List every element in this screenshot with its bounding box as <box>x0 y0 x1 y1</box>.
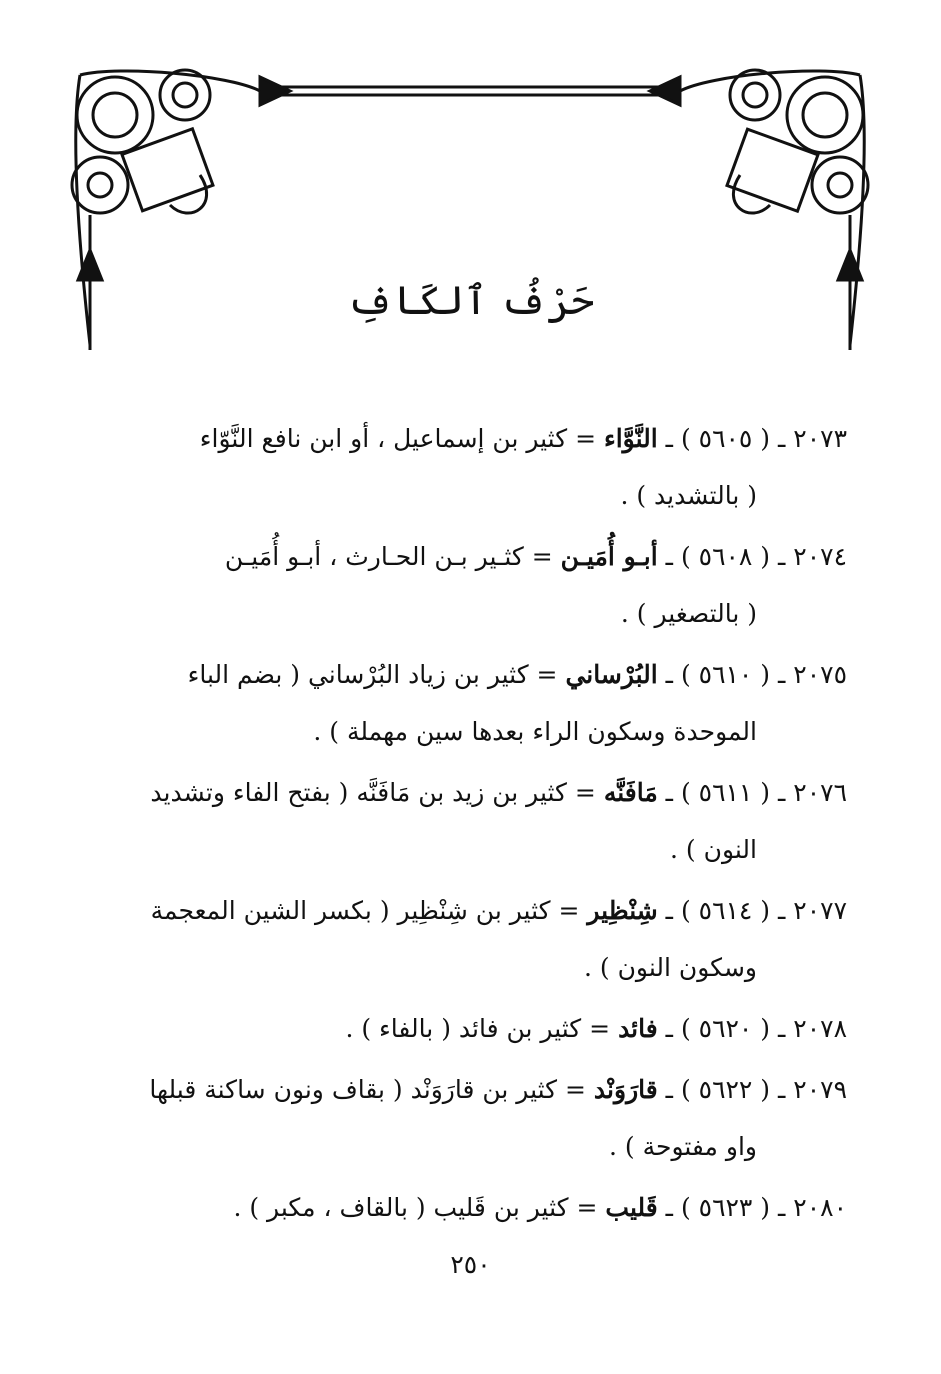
list-item: ٢٠٧٥ ـ ( ٥٦١٠ ) ـ البُرْساني = كثير بن زياد البُرْساني ( بضم الباء الموحدة وسكون الراء بعدها سين مهملة ) . <box>95 646 847 760</box>
entry-head: قارَوَنْد <box>593 1075 658 1104</box>
entry-ref: ( ٥٦٢٣ ) <box>680 1193 771 1222</box>
entry-number: ٢٠٧٤ <box>793 542 847 571</box>
entry-number: ٢٠٧٦ <box>793 778 847 807</box>
entry-text: = كثير بن قَليب ( بالقاف ، مكبر ) . <box>233 1193 598 1222</box>
entry-ref: ( ٥٦٠٥ ) <box>680 424 771 453</box>
entry-ref: ( ٥٦٢٠ ) <box>680 1014 771 1043</box>
entry-text: = كثير بن زيد بن مَافَنَّه ( بفتح الفاء وتشديد <box>150 778 596 807</box>
entry-head: قَليب <box>605 1193 658 1222</box>
entry-ref: ( ٥٦١٠ ) <box>680 660 771 689</box>
list-item: ٢٠٧٤ ـ ( ٥٦٠٨ ) ـ أبـو أُمَيـن = كثـير بـن الحـارث ، أبـو أُمَيـن ( بالتصغير ) . <box>95 528 847 642</box>
entry-head: فائد <box>618 1014 658 1043</box>
entry-number: ٢٠٧٩ <box>793 1075 847 1104</box>
entry-continuation: ( بالتصغير ) . <box>620 599 757 628</box>
entry-continuation: النون ) . <box>670 835 757 864</box>
entry-text: = كثير بن شِنْظِير ( بكسر الشين المعجمة <box>150 896 580 925</box>
entry-continuation: ( بالتشديد ) . <box>620 481 757 510</box>
entry-number: ٢٠٧٣ <box>793 424 847 453</box>
entry-ref: ( ٥٦٠٨ ) <box>680 542 771 571</box>
list-item: ٢٠٧٦ ـ ( ٥٦١١ ) ـ مَافَنَّه = كثير بن زيد بن مَافَنَّه ( بفتح الفاء وتشديد النون ) . <box>95 764 847 878</box>
entry-number: ٢٠٧٥ <box>793 660 847 689</box>
entry-number: ٢٠٧٧ <box>793 896 847 925</box>
entry-ref: ( ٥٦٢٢ ) <box>680 1075 771 1104</box>
list-item: ٢٠٧٣ ـ ( ٥٦٠٥ ) ـ النَّوَّاء = كثير بن إسماعيل ، أو ابن نافع النَّوّاء ( بالتشديد ) . <box>95 410 847 524</box>
entries-list <box>95 410 847 1240</box>
entry-text: = كثير بن فائد ( بالفاء ) . <box>345 1014 611 1043</box>
entry-head: أبـو أُمَيـن <box>560 542 658 571</box>
entry-text: = كثير بن زياد البُرْساني ( بضم الباء <box>187 660 558 689</box>
entry-head: النَّوَّاء <box>603 424 658 453</box>
entry-ref: ( ٥٦١١ ) <box>680 778 771 807</box>
entry-head: البُرْساني <box>565 660 658 689</box>
entry-text: = كثير بن إسماعيل ، أو ابن نافع النَّوّاء <box>199 424 597 453</box>
list-item: ٢٠٧٩ ـ ( ٥٦٢٢ ) ـ قارَوَنْد = كثير بن قارَوَنْد ( بقاف ونون ساكنة قبلها واو مفتوحة ) . <box>95 1061 847 1175</box>
entry-text: = كثـير بـن الحـارث ، أبـو أُمَيـن <box>224 542 553 571</box>
entry-number: ٢٠٨٠ <box>793 1193 847 1222</box>
list-item: ٢٠٧٨ ـ ( ٥٦٢٠ ) ـ فائد = كثير بن فائد ( بالفاء ) . <box>345 1014 847 1043</box>
page-number: ٢٥٠ <box>450 1250 491 1279</box>
entry-continuation: وسكون النون ) . <box>583 953 757 982</box>
entry-continuation: الموحدة وسكون الراء بعدها سين مهملة ) . <box>313 717 757 746</box>
entry-head: مَافَنَّه <box>603 778 658 807</box>
entry-ref: ( ٥٦١٤ ) <box>680 896 771 925</box>
list-item: ٢٠٧٧ ـ ( ٥٦١٤ ) ـ شِنْظِير = كثير بن شِنْظِير ( بكسر الشين المعجمة وسكون النون ) . <box>95 882 847 996</box>
list-item: ٢٠٨٠ ـ ( ٥٦٢٣ ) ـ قَليب = كثير بن قَليب ( بالقاف ، مكبر ) . <box>233 1193 847 1222</box>
entry-text: = كثير بن قارَوَنْد ( بقاف ونون ساكنة قبلها <box>149 1075 586 1104</box>
chapter-title: حَرْفُ ٱلكَافِ <box>346 278 595 324</box>
entry-continuation: واو مفتوحة ) . <box>609 1132 757 1161</box>
entry-number: ٢٠٧٨ <box>793 1014 847 1043</box>
entry-head: شِنْظِير <box>587 896 658 925</box>
